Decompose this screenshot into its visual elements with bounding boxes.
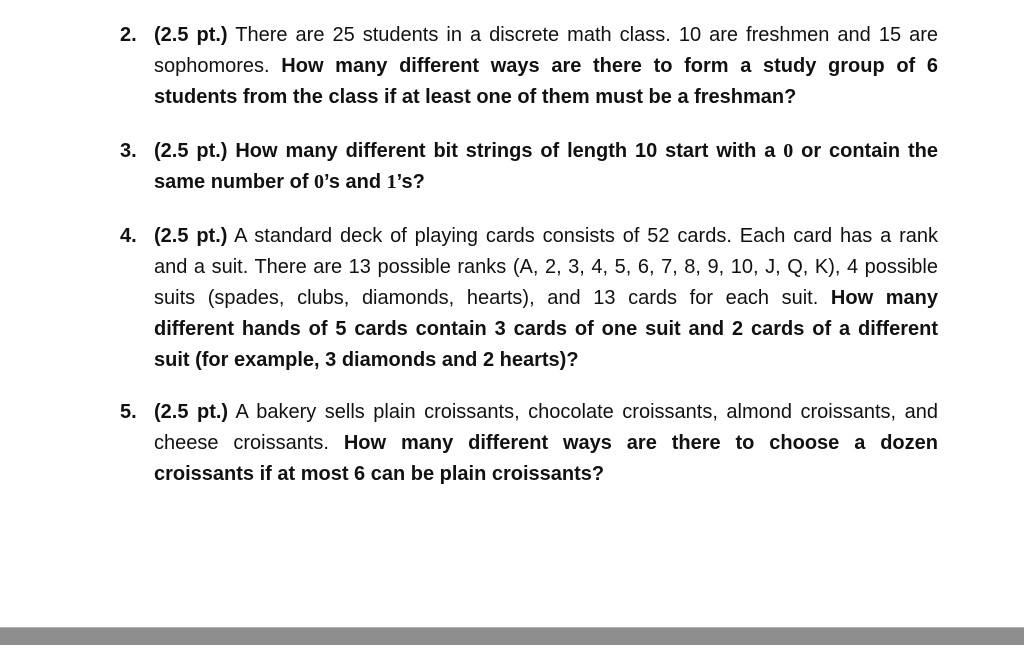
- problem-points: (2.5 pt.): [154, 401, 229, 423]
- problem-question: How many different ways are there to choose a dozen croissants if at most 6 can be plain croissants?: [154, 432, 938, 485]
- problem-statement: A standard deck of playing cards consists of 52 cards. Each card has a rank and a suit. There are 13 possible ranks (A, 2, 3, 4, 5, 6, 7, 8, 9, 10, J, Q, K), 4 possible suits (spades, clubs, diamonds, hearts), and 13 cards for each suit.: [154, 225, 938, 309]
- page-bottom-margin: [0, 645, 1024, 660]
- problem-question-part: ’s and: [324, 171, 387, 193]
- problem-question: How many different hands of 5 cards contain 3 cards of one suit and 2 cards of a different suit (for example, 3 diamonds and 2 hearts)?: [154, 287, 938, 371]
- problem-question-part: How many different bit strings of length 10 start with a: [227, 140, 784, 162]
- problem-number: 3.: [120, 140, 137, 162]
- problem-points: (2.5 pt.): [154, 140, 228, 162]
- math-zero: 0: [783, 140, 794, 162]
- problem-number: 5.: [120, 401, 137, 423]
- problem-points: (2.5 pt.): [154, 24, 228, 46]
- problem-body: [154, 221, 938, 376]
- problem-body: [154, 20, 938, 113]
- problem-statement: There are 25 students in a discrete math class. 10 are freshmen and 15 are sophomores.: [154, 24, 938, 77]
- problem-question: How many different ways are there to form a study group of 6 students from the class if at least one of them must be a freshman?: [154, 55, 939, 108]
- problem-question-part: or contain the same number of: [154, 140, 938, 193]
- math-one: 1: [386, 171, 397, 193]
- problem-question-part: ’s?: [396, 171, 425, 193]
- problem-body: [154, 136, 938, 198]
- page-bottom-scrollbar[interactable]: [0, 627, 1024, 646]
- math-zero: 0: [314, 171, 325, 193]
- problem-body: [154, 397, 938, 490]
- problem-points: (2.5 pt.): [154, 225, 228, 247]
- problem-number: 2.: [120, 24, 137, 46]
- problem-number: 4.: [120, 225, 137, 247]
- problem-statement: A bakery sells plain croissants, chocolate croissants, almond croissants, and cheese croissants.: [154, 401, 938, 454]
